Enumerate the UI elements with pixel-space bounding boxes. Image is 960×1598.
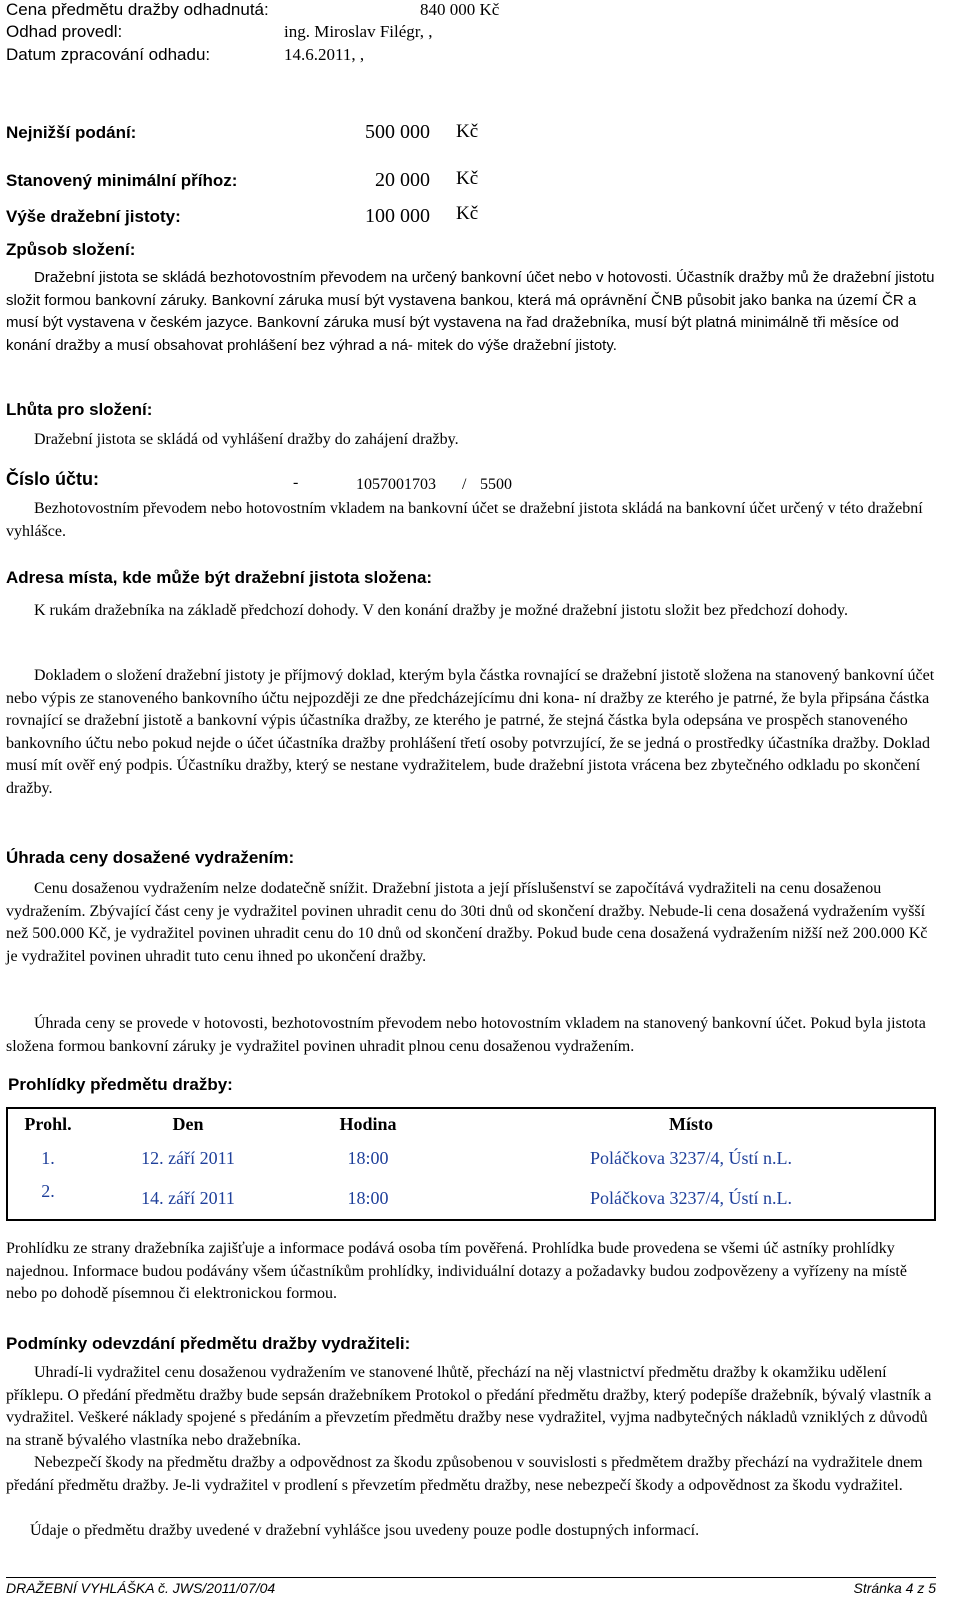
handover-text-1: Uhradí-li vydražitel cenu dosaženou vydražením ve stanovené lhůtě, přechází na něj vlastnictví předmětu dražby k okamžiku udělení příklepu. O předání předmětu dražby bude sepsán dražebníkem Protokol o předání předmětu dražby, který podepíše dražebník, bývalý vlastník a vydražitel. Veškeré náklady spojené s předáním a převzetím předmětu dražby nese vydražitel, vyjma nadbytečných nákladů vzniklých z důvodů na straně bývalého vlastníka nebo dražebníka. <box>6 1364 932 1449</box>
inspections-text: Prohlídku ze strany dražebníka zajišťuje a informace podává osoba tím pověřená. Prohlídka bude provedena se všemi úč astníky prohlídky najednou. Informace budou podávány všem účastníkům prohlídky, individuální dotazy a požadavky budou zodpovězeny a vyřízeny na místě nebo po dohodě písemnou či elektronickou formou. <box>6 1240 907 1302</box>
deadline-text: Dražební jistota se skládá od vyhlášení dražby do zahájení dražby. <box>34 431 459 448</box>
address-text: K rukám dražebníka na základě předchozí dohody. V den konání dražby je možné dražební jistotu složit bez předchozí dohody. <box>34 602 848 619</box>
estimate-date-value: 14.6.2011, , <box>284 45 365 64</box>
estimator-label: Odhad provedl: <box>6 22 123 41</box>
min-bid-label: Nejnižší podání: <box>6 123 137 142</box>
min-bid-value: 500 000 <box>365 121 430 143</box>
account-heading: Číslo účtu: <box>6 469 99 489</box>
price-payment-text-2: Úhrada ceny se provede v hotovosti, bezhotovostním převodem nebo hotovostním vkladem na stanovený bankovní účet. Pokud byla jistota složena formou bankovní záruky je vydražitel povinen uhradit plnou cenu dosaženou vydražením. <box>6 1015 926 1055</box>
col-header-day: Den <box>172 1113 204 1134</box>
address-heading: Adresa místa, kde může být dražební jistota složena: <box>6 568 433 587</box>
payment-method-text: Dražební jistota se skládá bezhotovostním převodem na určený bankovní účet nebo v hotovosti. Účastník dražby mů že dražební jistotu složit formou bankovní záruky. Bankovní záruka musí být vystavena bankou, která má oprávnění ČNB působit jako banka na území ČR a musí být vystavena v českém jazyce. Bankovní záruka musí být vystavena na řad dražebníka, musí být platná minimálně tři měsíce od konání dražby a musí obsahovat prohlášení bez výhrad a ná- mitek do výše dražební jistoty. <box>6 269 935 354</box>
estimate-price-label: Cena předmětu dražby odhadnutá: <box>6 0 269 19</box>
row-place: Poláčkova 3237/4, Ústí n.L. <box>590 1147 792 1168</box>
inspections-table <box>6 1107 936 1221</box>
handover-heading: Podmínky odevzdání předmětu dražby vydražiteli: <box>6 1334 411 1353</box>
page-footer <box>6 1577 936 1598</box>
account-number: 1057001703 <box>356 476 436 493</box>
deadline-heading: Lhůta pro složení: <box>6 400 153 419</box>
account-dash: - <box>293 474 299 491</box>
estimate-price-row <box>6 0 936 22</box>
min-increment-value: 20 000 <box>375 169 430 191</box>
table-header-row <box>7 1108 935 1139</box>
row-no: 1. <box>41 1147 55 1168</box>
estimator-value: ing. Miroslav Filégr, , <box>284 22 433 41</box>
estimate-date-row <box>6 45 936 67</box>
account-text: Bezhotovostním převodem nebo hotovostním vkladem na bankovní účet se dražební jistota skládá na bankovní účet určený v této dražební vyhlášce. <box>6 500 923 540</box>
price-payment-text-1: Cenu dosaženou vydražením nelze dodatečně snížit. Dražební jistota a její příslušenství se započítává vydražiteli na cenu dosaženou vydražením. Zbývající část ceny je vydražitel povinen uhradit cenu do 30ti dnů od skončení dražby. Nebude-li cena dosažená vydražením vyšší než 500.000 Kč, je vydražitel povinen uhradit cenu do 10 dnů od skončení dražby. Pokud bude cena dosažená vydražením nižší než 200.000 Kč je vydražitel povinen uhradit tuto cenu ihned po ukončení dražby. <box>6 880 928 965</box>
footer-page-number: Stránka 4 z 5 <box>853 1580 936 1596</box>
min-increment-label: Stanovený minimální příhoz: <box>6 171 238 190</box>
table-row <box>7 1177 935 1220</box>
col-header-place: Místo <box>669 1113 713 1134</box>
account-bank-code: 5500 <box>480 476 512 493</box>
col-header-time: Hodina <box>339 1113 397 1134</box>
deposit-value: 100 000 <box>365 205 430 227</box>
estimator-row <box>6 22 936 44</box>
row-day: 12. září 2011 <box>141 1147 235 1168</box>
row-day: 14. září 2011 <box>141 1187 235 1208</box>
inspections-heading: Prohlídky předmětu dražby: <box>8 1075 233 1094</box>
footer-document-id: DRAŽEBNÍ VYHLÁŠKA č. JWS/2011/07/04 <box>6 1580 276 1596</box>
min-increment-unit: Kč <box>456 168 479 189</box>
price-payment-heading: Úhrada ceny dosažené vydražením: <box>6 848 295 867</box>
deposit-unit: Kč <box>456 203 479 224</box>
payment-method-heading: Způsob složení: <box>6 240 136 259</box>
deposit-label: Výše dražební jistoty: <box>6 207 181 226</box>
handover-text-3: Údaje o předmětu dražby uvedené v dražební vyhlášce jsou uvedeny pouze podle dostupných informací. <box>30 1522 700 1539</box>
min-bid-unit: Kč <box>456 121 479 142</box>
row-time: 18:00 <box>347 1187 389 1208</box>
estimate-price-value: 840 000 Kč <box>420 0 500 19</box>
col-header-no: Prohl. <box>24 1113 72 1134</box>
row-time: 18:00 <box>347 1147 389 1168</box>
row-place: Poláčkova 3237/4, Ústí n.L. <box>590 1187 792 1208</box>
row-no: 2. <box>41 1181 55 1201</box>
handover-text-2: Nebezpečí škody na předmětu dražby a odpovědnost za škodu způsobenou v souvislosti s předmětem dražby přechází na vydražitele dnem předání předmětu dražby. Je-li vydražitel v prodlení s převzetím předmětu dražby, nese nebezpečí škody a odpovědnost za škodu vydražitel. <box>6 1454 923 1494</box>
deposit-proof-text: Dokladem o složení dražební jistoty je příjmový doklad, kterým byla částka rovnající se dražební jistotě složena na stanovený bankovní účet nebo výpis ze stanoveného bankovního účtu nejpozději ze dne předcházejícímu dni kona- ní dražby ze kterého je patrné, že byla připsána částka rovnající se dražební jistotě a bankovní výpis účastníka dražby, ze kterého je patrné, že stejná částka byla odepsána ve prospěch stanoveného bankovního účtu nebo pokud nejde o účet účastníka dražby prohlášení třetí osoby potvrzující, že se jedná o prostředky účastníka dražby. Doklad musí mít ověř ený podpis. Účastníku dražby, který se nestane vydražitelem, bude dražební jistota vrácena bez zbytečného odkladu po skončení dražby. <box>6 667 935 797</box>
account-slash: / <box>462 476 467 493</box>
table-row <box>7 1139 935 1177</box>
estimate-date-label: Datum zpracování odhadu: <box>6 45 211 64</box>
